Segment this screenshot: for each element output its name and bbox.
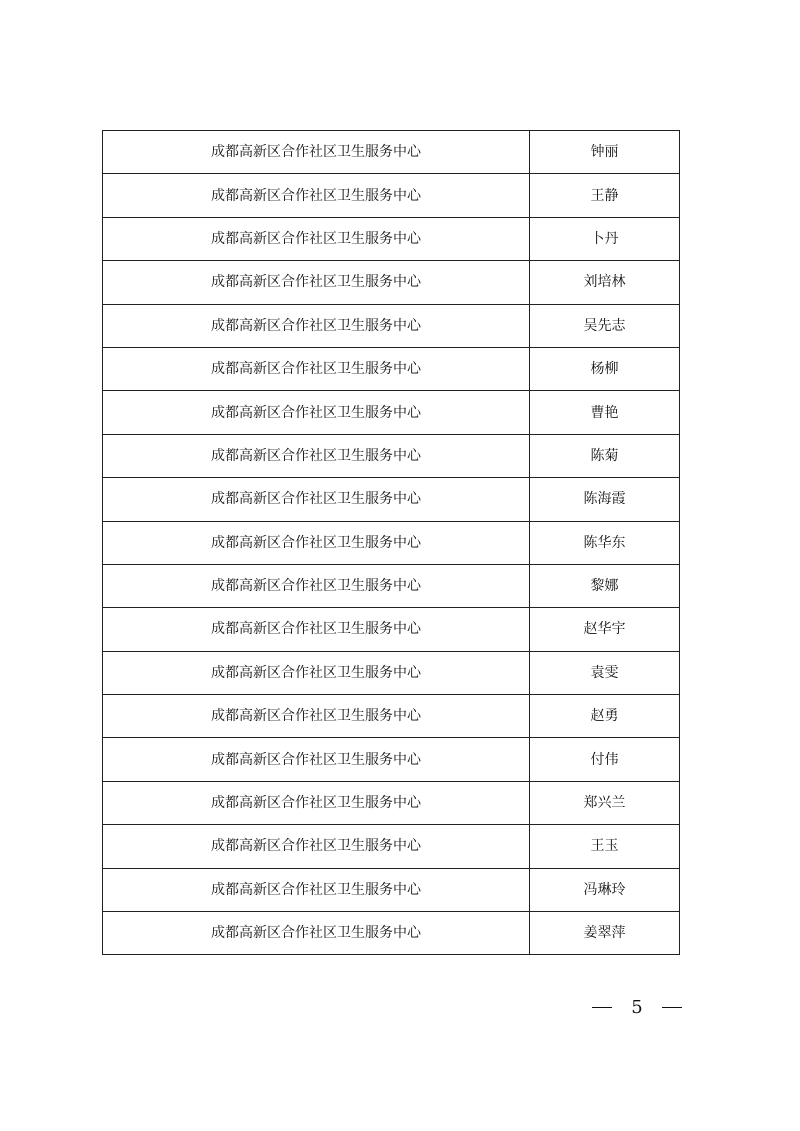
org-cell: 成都高新区合作社区卫生服务中心: [103, 131, 530, 174]
table-row: [103, 304, 680, 347]
org-cell: 成都高新区合作社区卫生服务中心: [103, 434, 530, 477]
org-cell: 成都高新区合作社区卫生服务中心: [103, 564, 530, 607]
org-cell: 成都高新区合作社区卫生服务中心: [103, 825, 530, 868]
page-footer: [592, 994, 682, 1020]
name-cell: 赵勇: [530, 695, 680, 738]
org-cell: 成都高新区合作社区卫生服务中心: [103, 261, 530, 304]
table-row: [103, 391, 680, 434]
org-cell: 成都高新区合作社区卫生服务中心: [103, 478, 530, 521]
roster-table-body: [103, 131, 680, 955]
name-cell: 袁雯: [530, 651, 680, 694]
table-row: [103, 912, 680, 955]
org-cell: 成都高新区合作社区卫生服务中心: [103, 781, 530, 824]
org-cell: 成都高新区合作社区卫生服务中心: [103, 738, 530, 781]
table-row: [103, 608, 680, 651]
name-cell: 吴先志: [530, 304, 680, 347]
table-row: [103, 651, 680, 694]
name-cell: 陈华东: [530, 521, 680, 564]
org-cell: 成都高新区合作社区卫生服务中心: [103, 608, 530, 651]
org-cell: 成都高新区合作社区卫生服务中心: [103, 912, 530, 955]
footer-left-dash: [592, 1007, 612, 1008]
name-cell: 杨柳: [530, 347, 680, 390]
org-cell: 成都高新区合作社区卫生服务中心: [103, 868, 530, 911]
name-cell: 王玉: [530, 825, 680, 868]
table-row: [103, 738, 680, 781]
name-cell: 付伟: [530, 738, 680, 781]
name-cell: 曹艳: [530, 391, 680, 434]
table-row: [103, 695, 680, 738]
org-cell: 成都高新区合作社区卫生服务中心: [103, 174, 530, 217]
table-row: [103, 868, 680, 911]
name-cell: 王静: [530, 174, 680, 217]
name-cell: 卜丹: [530, 217, 680, 260]
name-cell: 陈菊: [530, 434, 680, 477]
name-cell: 姜翠萍: [530, 912, 680, 955]
name-cell: 黎娜: [530, 564, 680, 607]
table-row: [103, 564, 680, 607]
org-cell: 成都高新区合作社区卫生服务中心: [103, 391, 530, 434]
table-row: [103, 347, 680, 390]
name-cell: 刘培林: [530, 261, 680, 304]
table-row: [103, 434, 680, 477]
org-cell: 成都高新区合作社区卫生服务中心: [103, 521, 530, 564]
name-cell: 陈海霞: [530, 478, 680, 521]
table-row: [103, 174, 680, 217]
name-cell: 冯琳玲: [530, 868, 680, 911]
name-cell: 郑兴兰: [530, 781, 680, 824]
org-cell: 成都高新区合作社区卫生服务中心: [103, 695, 530, 738]
table-row: [103, 781, 680, 824]
table-row: [103, 131, 680, 174]
table-row: [103, 217, 680, 260]
org-cell: 成都高新区合作社区卫生服务中心: [103, 651, 530, 694]
name-cell: 赵华宇: [530, 608, 680, 651]
table-row: [103, 825, 680, 868]
footer-right-dash: [662, 1007, 682, 1008]
page-number: 5: [631, 996, 643, 1018]
org-cell: 成都高新区合作社区卫生服务中心: [103, 304, 530, 347]
org-cell: 成都高新区合作社区卫生服务中心: [103, 347, 530, 390]
table-row: [103, 478, 680, 521]
table-row: [103, 521, 680, 564]
name-cell: 钟丽: [530, 131, 680, 174]
roster-table: [102, 130, 680, 955]
org-cell: 成都高新区合作社区卫生服务中心: [103, 217, 530, 260]
table-row: [103, 261, 680, 304]
